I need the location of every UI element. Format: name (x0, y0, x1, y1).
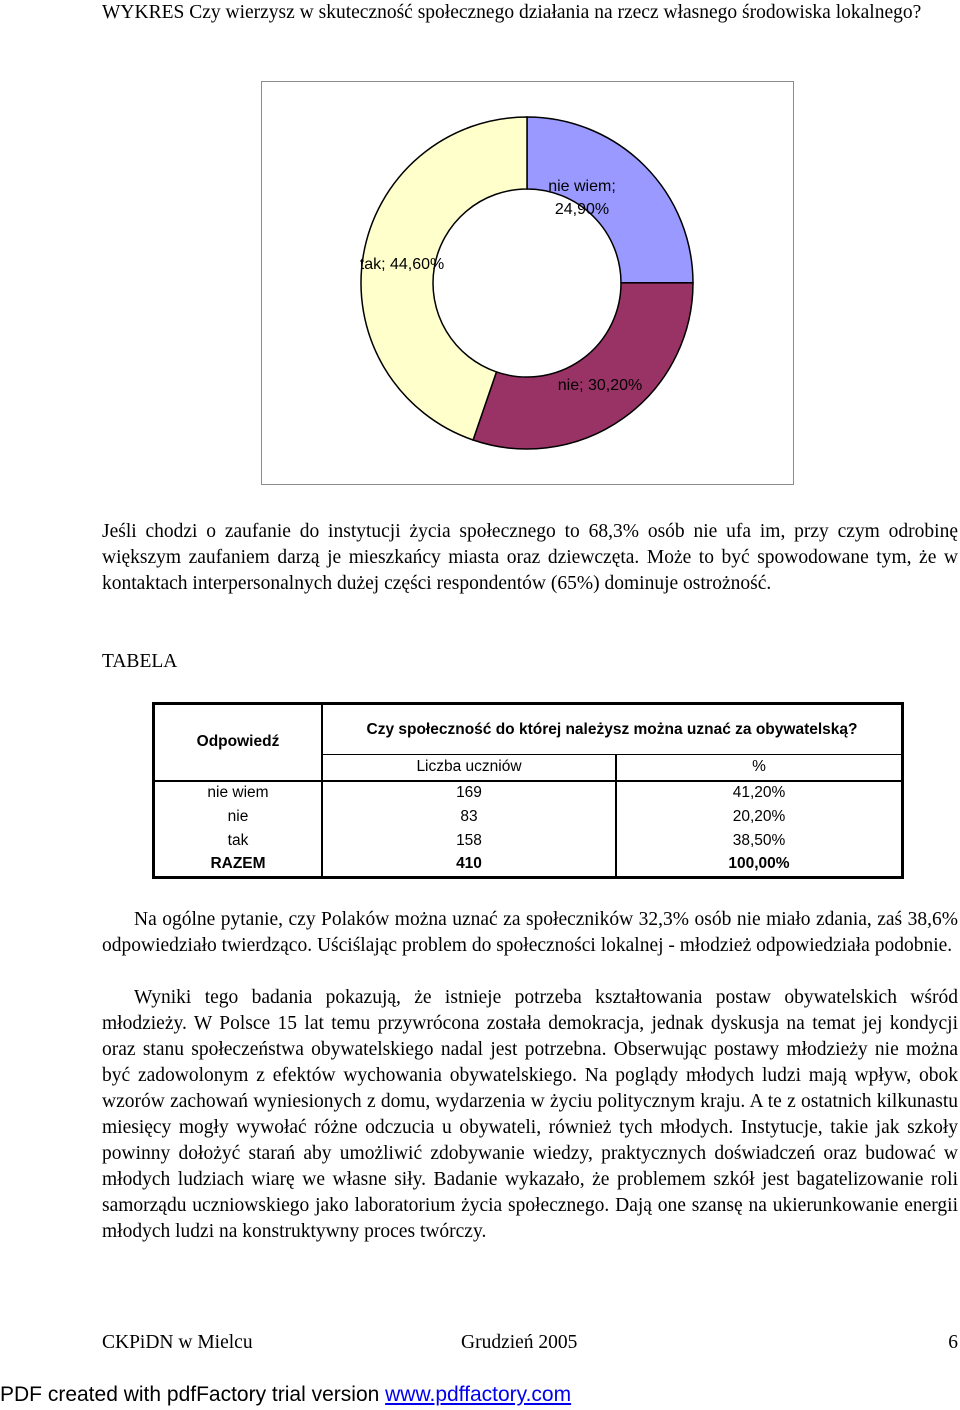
question-header: Czy społeczność do której należysz można uznać za obywatelską? (366, 720, 858, 738)
data-label-tak: tak; 44,60% (359, 256, 445, 273)
row-answer: tak (154, 829, 323, 853)
row-count: 169 (322, 781, 616, 805)
footer-date: Grudzień 2005 (461, 1332, 578, 1353)
page-footer (102, 1332, 958, 1358)
slice-nie (473, 283, 693, 449)
table-row (154, 805, 903, 829)
total-pct: 100,00% (728, 855, 790, 873)
paragraph-social: Na ogólne pytanie, czy Polaków można uznać za społeczników 32,3% osób nie miało zdania, zaś 38,6% odpowiedziało twierdząco. Uściślając problem do społeczności lokalnej - młodzież odpowiedziała podobnie. (102, 909, 958, 956)
page-number: 6 (948, 1332, 958, 1353)
footer-organization: CKPiDN w Mielcu (102, 1332, 253, 1353)
chart-heading: WYKRES Czy wierzysz w skuteczność społecznego działania na rzecz własnego środowiska lokalnego? (102, 2, 922, 23)
paragraph-conclusions: Wyniki tego badania pokazują, że istnieje potrzeba kształtowania postaw obywatelskich wśród młodzieży. W Polsce 15 lat temu przywrócona została demokracja, jednak dyskusja na temat jej kondycji oraz stanu społeczeństwa obywatelskiego nadal jest potrzebna. Obserwując postawy młodzieży nie można być zadowolonym z efektów wychowania obywatelskiego. Na poglądy młodych ludzi mają wpływ, obok wzorów zachowań wyniesionych z domu, wydarzenia w życiu politycznym kraju. A te z ostatnich kilkunastu miesięcy mogły wywołać różne odczucia u obywateli, również tych młodych. Instytucje, takie jak szkoły powinny dołożyć starań aby umożliwić zdobywanie wiedzy, praktycznych doświadczeń oraz budować w młodych ludziach wiarę we własne siły. Badanie wykazało, że problemem szkół jest bagatelizowanie roli samorządu uczniowskiego jako laboratorium życia społecznego. Dają one szansę na ukierunkowanie energii młodych ludzi na konstruktywny proces twórczy. (102, 987, 958, 1242)
table-total-row (154, 853, 903, 878)
col-answer-header: Odpowiedź (154, 704, 323, 781)
data-label-nie: nie; 30,20% (557, 377, 643, 394)
row-pct: 38,50% (732, 831, 786, 849)
table-label: TABELA (102, 651, 178, 672)
table-row (154, 829, 903, 853)
survey-table (152, 702, 904, 879)
row-pct: 41,20% (732, 784, 786, 801)
col-count-header: Liczba uczniów (322, 755, 616, 781)
pdf-banner (0, 1383, 960, 1410)
donut-chart-svg (262, 82, 793, 484)
data-label-value-nie-wiem: 24,90% (554, 201, 610, 218)
col-pct-header: % (616, 755, 903, 781)
pdffactory-link[interactable]: www.pdffactory.com (385, 1383, 572, 1406)
pdf-banner-text: PDF created with pdfFactory trial version (0, 1383, 386, 1406)
total-count: 410 (322, 853, 616, 878)
row-answer: nie wiem (154, 781, 323, 805)
row-count: 158 (322, 829, 616, 853)
donut-chart (261, 81, 794, 485)
paragraph-trust: Jeśli chodzi o zaufanie do instytucji życia społecznego to 68,3% osób nie ufa im, przy czym odrobinę większym zaufaniem darzą je mieszkańcy miasta oraz dziewczęta. Może to być spowodowane tym, że w kontaktach interpersonalnych dużej części respondentów (65%) dominuje ostrożność. (102, 521, 958, 594)
row-count: 83 (322, 805, 616, 829)
slice-nie-wiem (527, 117, 693, 283)
total-answer: RAZEM (154, 853, 323, 878)
table-row (154, 781, 903, 805)
row-answer: nie (154, 805, 323, 829)
row-pct: 20,20% (732, 807, 786, 825)
data-label-nie-wiem: nie wiem; (548, 178, 616, 195)
